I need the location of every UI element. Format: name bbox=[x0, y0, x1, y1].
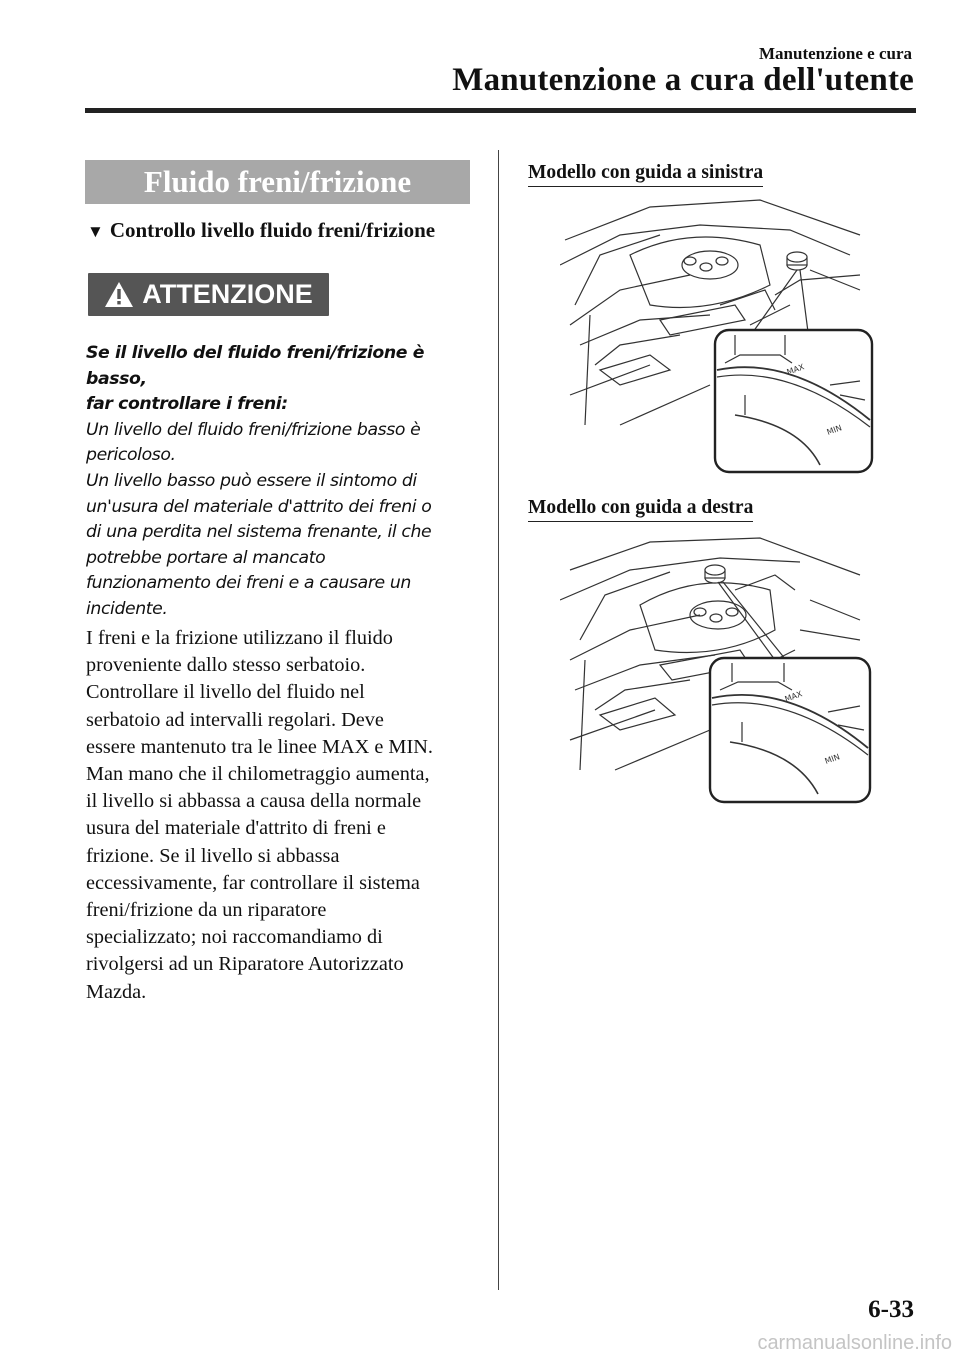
header-rule bbox=[85, 108, 916, 113]
subheading-text: Controllo livello fluido freni/frizione bbox=[109, 218, 436, 242]
page-number: 6-33 bbox=[868, 1296, 914, 1323]
body-line: rivolgersi ad un Riparatore Autorizzato bbox=[86, 953, 404, 976]
body-line: Man mano che il chilometraggio aumenta, bbox=[86, 763, 430, 786]
max-mark: MAX bbox=[783, 689, 804, 704]
body-line: Mazda. bbox=[86, 980, 147, 1003]
body-paragraph bbox=[86, 625, 481, 1006]
body-line: I freni e la frizione utilizzano il fluido bbox=[86, 627, 393, 649]
section-title: Fluido freni/frizione bbox=[85, 160, 470, 204]
column-divider bbox=[498, 150, 499, 1290]
min-mark: MIN bbox=[823, 752, 842, 766]
body-line: serbatoio ad intervalli regolari. Deve bbox=[86, 708, 384, 731]
figure-left-hand-drive bbox=[560, 195, 880, 485]
figure-right-hand-drive bbox=[560, 530, 880, 815]
figure-label-left-hand: Modello con guida a sinistra bbox=[528, 162, 763, 187]
triangle-marker-icon: ▼ bbox=[87, 222, 104, 241]
body-line: Controllare il livello del fluido nel bbox=[86, 681, 365, 704]
body-line: specializzato; noi raccomandiamo di bbox=[86, 926, 383, 949]
warning-line: un'usura del materiale d'attrito dei freni o bbox=[86, 496, 432, 517]
body-line: freni/frizione da un riparatore bbox=[86, 899, 327, 922]
warning-line: di una perdita nel sistema frenante, il che bbox=[86, 522, 432, 543]
watermark: carmanualsonline.info bbox=[757, 1332, 952, 1354]
warning-bold-line: Se il livello del fluido freni/frizione è basso, bbox=[86, 343, 425, 389]
header-title: Manutenzione a cura dell'utente bbox=[452, 62, 914, 98]
figure-label-right-hand: Modello con guida a destra bbox=[528, 497, 753, 522]
warning-line: Un livello del fluido freni/frizione basso è bbox=[86, 419, 421, 440]
warning-line: incidente. bbox=[86, 598, 168, 619]
detail-callout-frame bbox=[710, 658, 870, 802]
warning-line: funzionamento dei freni e a causare un bbox=[86, 573, 411, 594]
body-line: il livello si abbassa a causa della normale bbox=[86, 790, 422, 813]
reservoir-cap-small bbox=[787, 252, 807, 270]
body-line: essere mantenuto tra le linee MAX e MIN. bbox=[86, 735, 433, 758]
engine-bay-illustration bbox=[560, 195, 880, 480]
warning-label: ATTENZIONE bbox=[142, 279, 313, 309]
warning-bold-line: far controllare i freni: bbox=[86, 394, 288, 415]
max-mark: MAX bbox=[785, 362, 806, 377]
warning-text bbox=[86, 341, 476, 623]
body-line: usura del materiale d'attrito di freni e bbox=[86, 817, 386, 840]
warning-line: Un livello basso può essere il sintomo di bbox=[86, 470, 417, 491]
engine-bay-illustration bbox=[560, 530, 880, 810]
reservoir-cap-small bbox=[705, 565, 725, 583]
warning-line: potrebbe portare al mancato bbox=[86, 547, 326, 568]
detail-callout-frame bbox=[715, 330, 872, 472]
warning-line: pericoloso. bbox=[86, 445, 176, 466]
subheading bbox=[87, 218, 435, 243]
min-mark: MIN bbox=[825, 423, 844, 437]
warning-label-box bbox=[88, 273, 329, 316]
body-line: frizione. Se il livello si abbassa bbox=[86, 844, 340, 867]
warning-triangle-icon bbox=[104, 281, 134, 308]
body-line: proveniente dallo stesso serbatoio. bbox=[86, 654, 366, 677]
header-chapter: Manutenzione e cura bbox=[759, 44, 912, 63]
body-line: eccessivamente, far controllare il sistema bbox=[86, 871, 420, 894]
callout-line bbox=[753, 270, 808, 332]
